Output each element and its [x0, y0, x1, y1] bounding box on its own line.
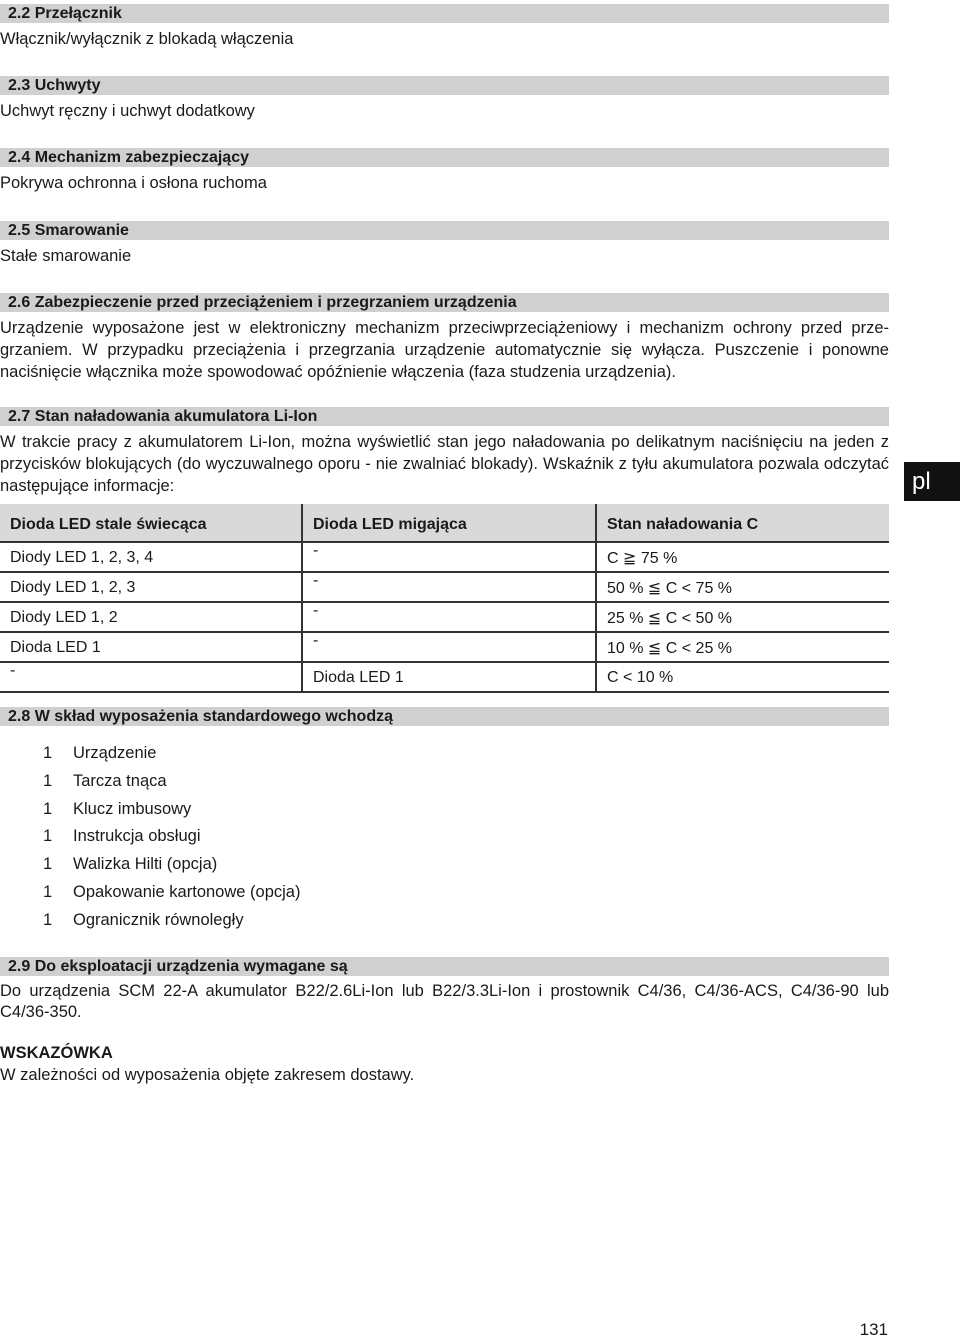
table-header-cell: Stan naładowania C: [596, 504, 889, 542]
table-cell: -: [302, 572, 596, 602]
list-item: 1 Tarcza tnąca: [43, 771, 167, 790]
section-heading-2-6: 2.6 Zabezpieczenie przed przeciążeniem i przegrzaniem urządzenia: [0, 293, 889, 312]
section-heading-2-7: 2.7 Stan naładowania akumulatora Li-Ion: [0, 407, 889, 426]
section-body-2-7: W trakcie pracy z akumulatorem Li-Ion, można wyświetlić stan jego naładowania po delikatnym naciśnięciu na jeden z przycisków blokujących (do wyczuwalnego oporu - nie zwalniać blokady). Wskaźnik z tyłu akumulatora pozwala odczytać następujące informacje:: [0, 433, 889, 495]
list-item: 1 Urządzenie: [43, 744, 157, 762]
page-number: 131: [859, 1320, 888, 1339]
table-cell: Diody LED 1, 2, 3, 4: [0, 542, 302, 572]
table-cell: Dioda LED 1: [302, 662, 596, 692]
table-header-cell: Dioda LED migająca: [302, 504, 596, 542]
table-cell: -: [302, 542, 596, 572]
note-body: W zależności od wyposażenia objęte zakresem dostawy.: [0, 1066, 415, 1084]
section-body-2-4: Pokrywa ochronna i osłona ruchoma: [0, 174, 267, 192]
table-row: [0, 572, 889, 602]
table-cell: Diody LED 1, 2, 3: [0, 572, 302, 602]
section-body-2-9: Do urządzenia SCM 22-A akumulator B22/2.6Li-Ion lub B22/3.3Li-Ion i prostownik C4/36, C4/36-ACS, C4/36-90 lub C4/36-350.: [0, 982, 889, 1021]
table-row: [0, 602, 889, 632]
section-body-2-2: Włącznik/wyłącznik z blokadą włączenia: [0, 30, 294, 48]
section-heading-2-8: 2.8 W skład wyposażenia standardowego wchodzą: [0, 707, 889, 726]
charge-state-table: [0, 504, 889, 693]
table-row: [0, 662, 889, 692]
list-item: 1 Ogranicznik równoległy: [43, 910, 244, 929]
table-cell: Diody LED 1, 2: [0, 602, 302, 632]
table-header-cell: Dioda LED stale świecąca: [0, 504, 302, 542]
table-row: [0, 542, 889, 572]
table-cell: C < 10 %: [596, 662, 889, 692]
list-item: 1 Opakowanie kartonowe (opcja): [43, 882, 301, 901]
note-title: WSKAZÓWKA: [0, 1044, 113, 1062]
standard-equipment-list: [0, 740, 889, 935]
section-body-2-5: Stałe smarowanie: [0, 247, 132, 265]
table-header-row: [0, 504, 889, 542]
table-row: [0, 632, 889, 662]
section-heading-2-5: 2.5 Smarowanie: [0, 221, 889, 240]
table-cell: -: [0, 662, 302, 692]
language-tab: pl: [904, 462, 960, 501]
table-cell: -: [302, 632, 596, 662]
list-item: 1 Instrukcja obsługi: [43, 827, 201, 846]
section-body-2-6: Urządzenie wyposażone jest w elektroniczny mechanizm przeciwprzeciążeniowy i mechanizm ochrony przed prze- grzaniem. W przypadku przeciążenia i przegrzania urządzenie automatycznie się wyłącza. Puszczenie i ponowne naciśnięcie włącznika może spowodować opóźnienie włączenia (faza studzenia urządzenia).: [0, 319, 889, 381]
section-heading-2-2: 2.2 Przełącznik: [0, 4, 889, 23]
section-heading-2-4: 2.4 Mechanizm zabezpieczający: [0, 148, 889, 167]
table-cell: 25 % ≦ C < 50 %: [596, 602, 889, 632]
table-cell: -: [302, 602, 596, 632]
section-heading-2-3: 2.3 Uchwyty: [0, 76, 889, 95]
table-cell: 10 % ≦ C < 25 %: [596, 632, 889, 662]
table-cell: 50 % ≦ C < 75 %: [596, 572, 889, 602]
table-cell: Dioda LED 1: [0, 632, 302, 662]
table-cell: C ≧ 75 %: [596, 542, 889, 572]
list-item: 1 Klucz imbusowy: [43, 799, 192, 818]
list-item: 1 Walizka Hilti (opcja): [43, 855, 218, 874]
section-heading-2-9: 2.9 Do eksploatacji urządzenia wymagane są: [0, 957, 889, 976]
section-body-2-3: Uchwyt ręczny i uchwyt dodatkowy: [0, 102, 255, 120]
